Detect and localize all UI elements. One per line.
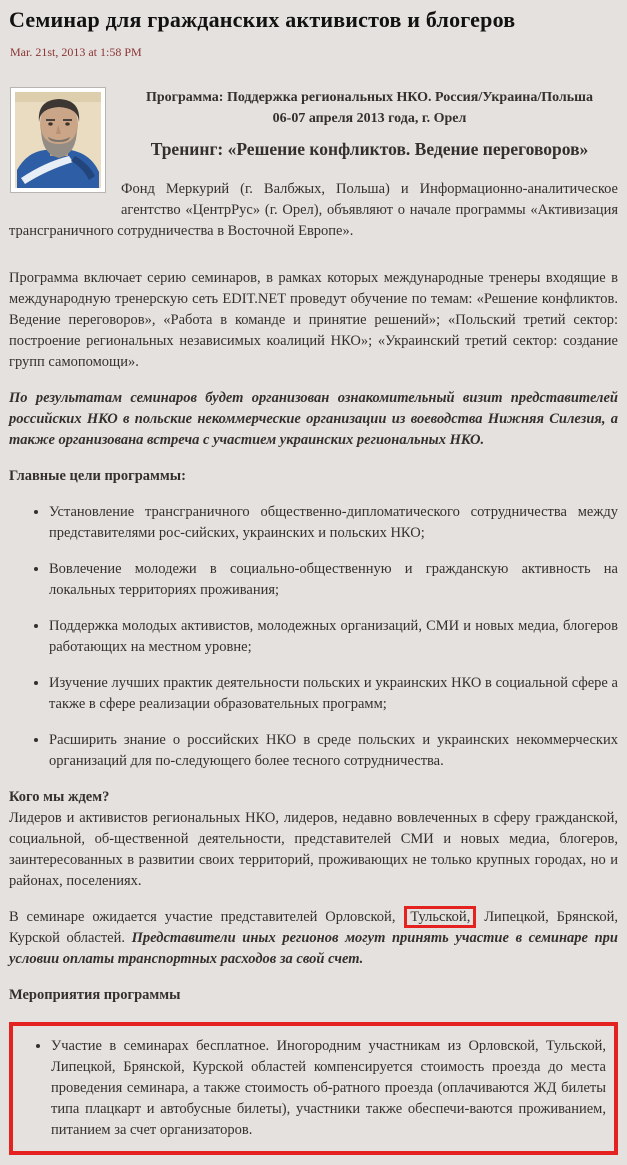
events-heading: Мероприятия программы [9,987,181,1004]
conditions-list [13,1036,606,1141]
program-line-2: 06-07 апреля 2013 года, г. Орел [272,111,467,127]
highlight-box-tulskoy: Тульской, [404,906,476,928]
intro-paragraph: Фонд Меркурий (г. Валбжых, Польша) и Информационно-аналитическое агентство «ЦентрРус» (г. Орел), объявляют о начале программы «Активизация трансграничного сотрудничества в Восточной Европе». [9,180,618,239]
audience-heading: Кого мы ждем? [9,788,110,805]
page-title: Семинар для гражданских активистов и блогеров [9,7,516,32]
participation-text-before: В семинаре ожидается участие представителей Орловской, [9,909,396,926]
audience-body: Лидеров и активистов региональных НКО, лидеров, недавно вовлеченных в сферу гражданской, социальной, об-щественной деятельности, представителей СМИ и новых медиа, блогеров, заинтересованных в развитии своих территорий, проживающих не только крупных городах, но и районах, поселениях. [9,810,618,890]
post-date: Mar. 21st, 2013 at 1:58 PM [10,45,142,60]
author-photo [10,87,106,193]
goal-item: • Поддержка молодых активистов, молодежных организаций, СМИ и новых медиа, блогеров работающих на местном уровне; [49,616,618,658]
training-title: Тренинг: «Решение конфликтов. Ведение переговоров» [150,139,589,160]
visit-note: По результатам семинаров будет организован ознакомительный визит представителей российских НКО в польские некоммерческие организации из воеводства Нижняя Силезия, а также организована встреча с участием украинских региональных НКО. [9,389,618,448]
participation-note: Представители иных регионов могут принять участие в семинаре при условии оплаты транспортных расходов за свой счет. [9,930,618,968]
portrait-image [15,92,101,188]
goal-item: • Изучение лучших практик деятельности польских и украинских НКО в социальной сфере а также в сфере реализации образовательных программ; [49,673,618,715]
program-line-1: Программа: Поддержка региональных НКО. Россия/Украина/Польша [145,90,593,106]
condition-item: • Участие в семинарах бесплатное. Иногородним участникам из Орловской, Тульской, Липецкой, Брянской, Курской областей компенсируется стоимость проезда до места проведения семинара, а также стоимость об-ратного проезда (оплачиваются ЖД билеты типа плацкарт и автобусные билеты), участники также обеспечи-ваются проживанием, питанием за счет организаторов. [51,1036,606,1141]
goal-item: • Вовлечение молодежи в социально-общественную и гражданскую активность на локальных территориях проживания; [49,559,618,601]
audience-paragraph [9,787,618,892]
participation-paragraph [9,907,618,970]
participation-text-after: Липецкой, Брянской, Курской областей. [9,909,618,947]
highlight-box-conditions [9,1022,618,1155]
program-description: Программа включает серию семинаров, в рамках которых международные тренеры входящие в международную тренерскую сеть EDIT.NET проведут обучение по темам: «Решение конфликтов. Ведение переговоров», «Работа в команде и принятие решений»; «Польский третий сектор: построение региональных независимых коалиций НКО»; «Украинский третий сектор: создание групп самопомощи». [9,269,618,370]
goal-item: • Установление трансграничного общественно-дипломатического сотрудничества между представителями рос-сийских, украинских и польских НКО; [49,502,618,544]
goals-heading: Главные цели программы: [9,467,186,484]
goal-item: • Расширить знание о российских НКО в среде польских и украинских некоммерческих организаций для по-следующего более тесного сотрудничества. [49,730,618,772]
goals-list [9,502,618,772]
